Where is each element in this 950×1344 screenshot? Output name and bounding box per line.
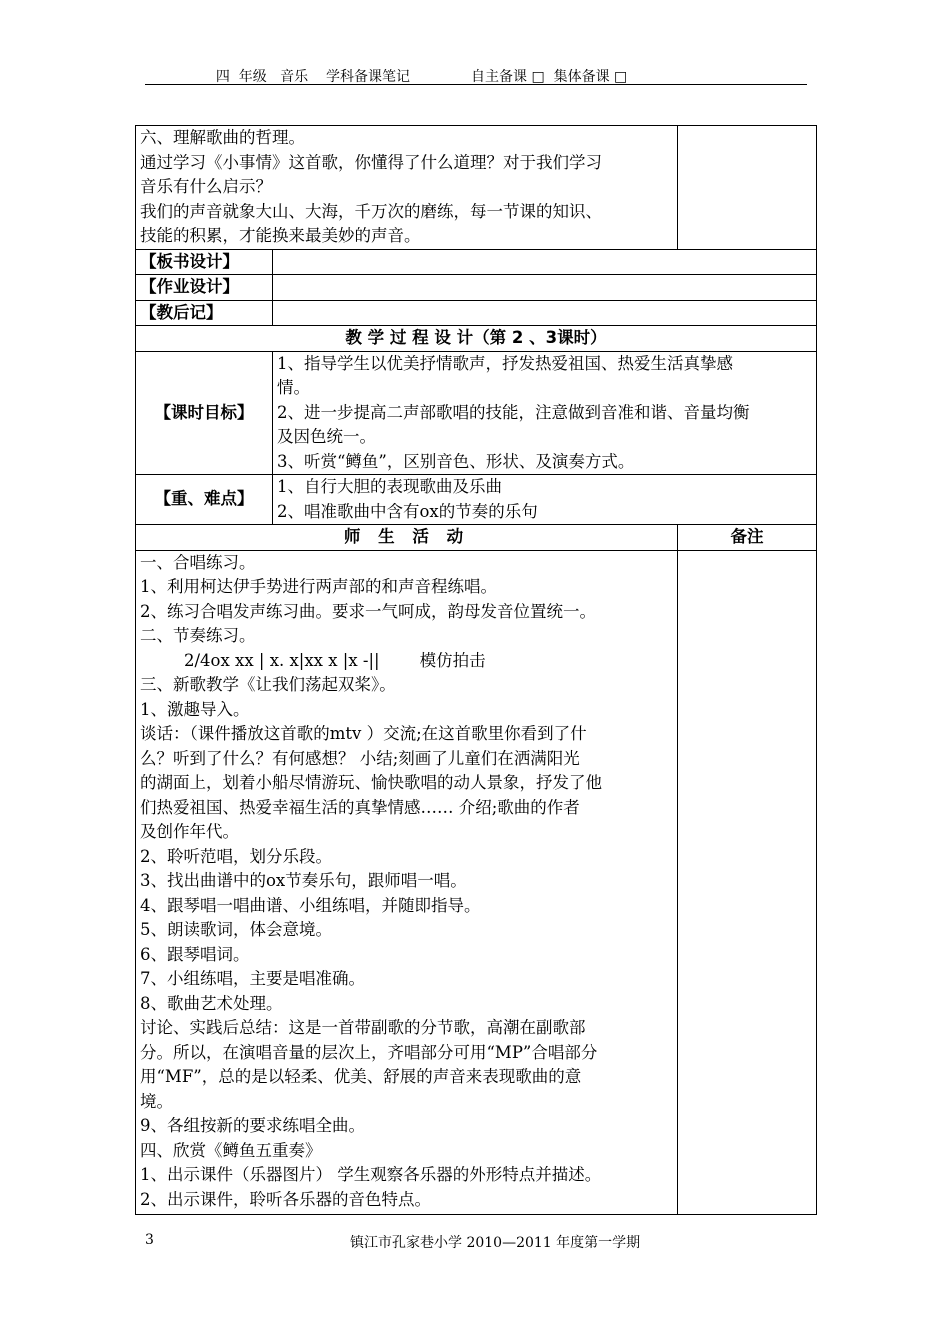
- board-design-cell: [273, 249, 817, 275]
- rhythm-line: [140, 649, 673, 674]
- key-points-label: 【重、难点】: [136, 475, 273, 525]
- board-design-row: [136, 249, 817, 275]
- process-title: 教 学 过 程 设 计（第 2 、3课时）: [136, 326, 817, 352]
- activities-row: [136, 550, 817, 1215]
- activity-line: 一、合唱练习。: [140, 552, 256, 572]
- goals-label: 【课时目标】: [136, 351, 273, 475]
- activity-line: 么？听到了什么？有何感想？ 小结;刻画了儿童们在洒满阳光: [140, 748, 580, 768]
- homework-design-cell: [273, 275, 817, 301]
- activity-line: 8、歌曲艺术处理。: [140, 993, 283, 1013]
- section6-line: 音乐有什么启示？: [140, 177, 272, 196]
- section6-cell: [136, 126, 678, 250]
- reflection-label: 【教后记】: [136, 300, 273, 326]
- reflection-row: [136, 300, 817, 326]
- process-title-row: [136, 326, 817, 352]
- activity-line: 及创作年代。: [140, 822, 239, 841]
- activity-line: 分。所以，在演唱音量的层次上，齐唱部分可用“MP”合唱部分: [140, 1042, 598, 1062]
- activity-line: 讨论、实践后总结：这是一首带副歌的分节歌，高潮在副歌部: [140, 1018, 586, 1037]
- activity-line: 2、出示课件，聆听各乐器的音色特点。: [140, 1189, 431, 1209]
- reflection-cell: [273, 300, 817, 326]
- lesson-plan-table: [135, 125, 817, 1215]
- goal-line: 情。: [277, 378, 310, 397]
- page-number: 3: [145, 1232, 154, 1248]
- goals-cell: [273, 351, 817, 475]
- activity-line: 1、出示课件（乐器图片） 学生观察各乐器的外形特点并描述。: [140, 1165, 602, 1184]
- activities-header-label: 师 生 活 动: [343, 527, 470, 546]
- activity-line: 9、各组按新的要求练唱全曲。: [140, 1116, 365, 1135]
- activity-line: 1、利用柯达伊手势进行两声部的和声音程练唱。: [140, 577, 497, 596]
- activity-line: 7、小组练唱，主要是唱准确。: [140, 969, 365, 988]
- activity-line: 四、欣赏《鳟鱼五重奏》: [140, 1140, 322, 1160]
- activity-line: 境。: [140, 1091, 173, 1111]
- activity-line: 4、跟琴唱一唱曲谱、小组练唱，并随即指导。: [140, 895, 481, 915]
- key-points-cell: [273, 475, 817, 525]
- activity-line: 的湖面上，划着小船尽情游玩、愉快歌唱的动人景象，抒发了他: [140, 773, 602, 792]
- activities-notes-cell: [678, 550, 817, 1215]
- rhythm-pattern: 2/4ox xx | x. x|xx x |x -||: [184, 650, 380, 670]
- activity-line: 用“MF”，总的是以轻柔、优美、舒展的声音来表现歌曲的意: [140, 1067, 582, 1086]
- activity-line: 5、朗读歌词，体会意境。: [140, 920, 332, 939]
- key-point-line: 2、唱准歌曲中含有ox的节奏的乐句: [277, 501, 538, 521]
- activity-line: 3、找出曲谱中的ox节奏乐句，跟师唱一唱。: [140, 871, 467, 890]
- section6-line: 六、理解歌曲的哲理。: [140, 128, 305, 147]
- activities-header: [136, 525, 678, 551]
- key-point-line: 1、自行大胆的表现歌曲及乐曲: [277, 477, 502, 496]
- section6-row: [136, 126, 817, 250]
- activity-line: 二、节奏练习。: [140, 626, 256, 645]
- board-design-label: 【板书设计】: [136, 249, 273, 275]
- activity-line: 谈话：（课件播放这首歌的mtv ）交流;在这首歌里你看到了什: [140, 724, 587, 743]
- goal-line: 及因色统一。: [277, 427, 376, 446]
- activity-line: 2、练习合唱发声练习曲。要求一气呵成，韵母发音位置统一。: [140, 601, 596, 621]
- section6-line: 我们的声音就象大山、大海，千万次的磨练，每一节课的知识、: [140, 201, 602, 221]
- section6-line: 通过学习《小事情》这首歌，你懂得了什么道理？对于我们学习: [140, 152, 602, 172]
- section6-line: 技能的积累，才能换来最美妙的声音。: [140, 226, 421, 245]
- activity-line: 三、新歌教学《让我们荡起双桨》。: [140, 675, 396, 694]
- school-term: 镇江市孔家巷小学 2010—2011 年度第一学期: [350, 1235, 641, 1251]
- activity-line: 2、聆听范唱，划分乐段。: [140, 846, 332, 866]
- page-header: [145, 62, 807, 85]
- goals-row: [136, 351, 817, 475]
- grade-subject-label: 四 年级 音乐 学科备课笔记: [207, 69, 410, 85]
- activity-line: 6、跟琴唱词。: [140, 944, 250, 964]
- prep-mode-label: 自主备课 □ 集体备课 □: [471, 69, 628, 85]
- activities-header-row: [136, 525, 817, 551]
- notes-header: 备注: [678, 525, 817, 551]
- homework-design-label: 【作业设计】: [136, 275, 273, 301]
- activities-cell: [136, 550, 678, 1215]
- rhythm-note: 模仿拍击: [419, 650, 486, 670]
- activity-line: 们热爱祖国、热爱幸福生活的真挚情感…… 介绍;歌曲的作者: [140, 797, 580, 817]
- activity-line: 1、激趣导入。: [140, 699, 250, 719]
- section6-notes-cell: [678, 126, 817, 250]
- goal-line: 3、听赏“鳟鱼”，区别音色、形状、及演奏方式。: [277, 451, 635, 471]
- goal-line: 1、指导学生以优美抒情歌声，抒发热爱祖国、热爱生活真挚感: [277, 353, 733, 373]
- goal-line: 2、进一步提高二声部歌唱的技能，注意做到音准和谐、音量均衡: [277, 402, 750, 422]
- key-points-row: [136, 475, 817, 525]
- homework-design-row: [136, 275, 817, 301]
